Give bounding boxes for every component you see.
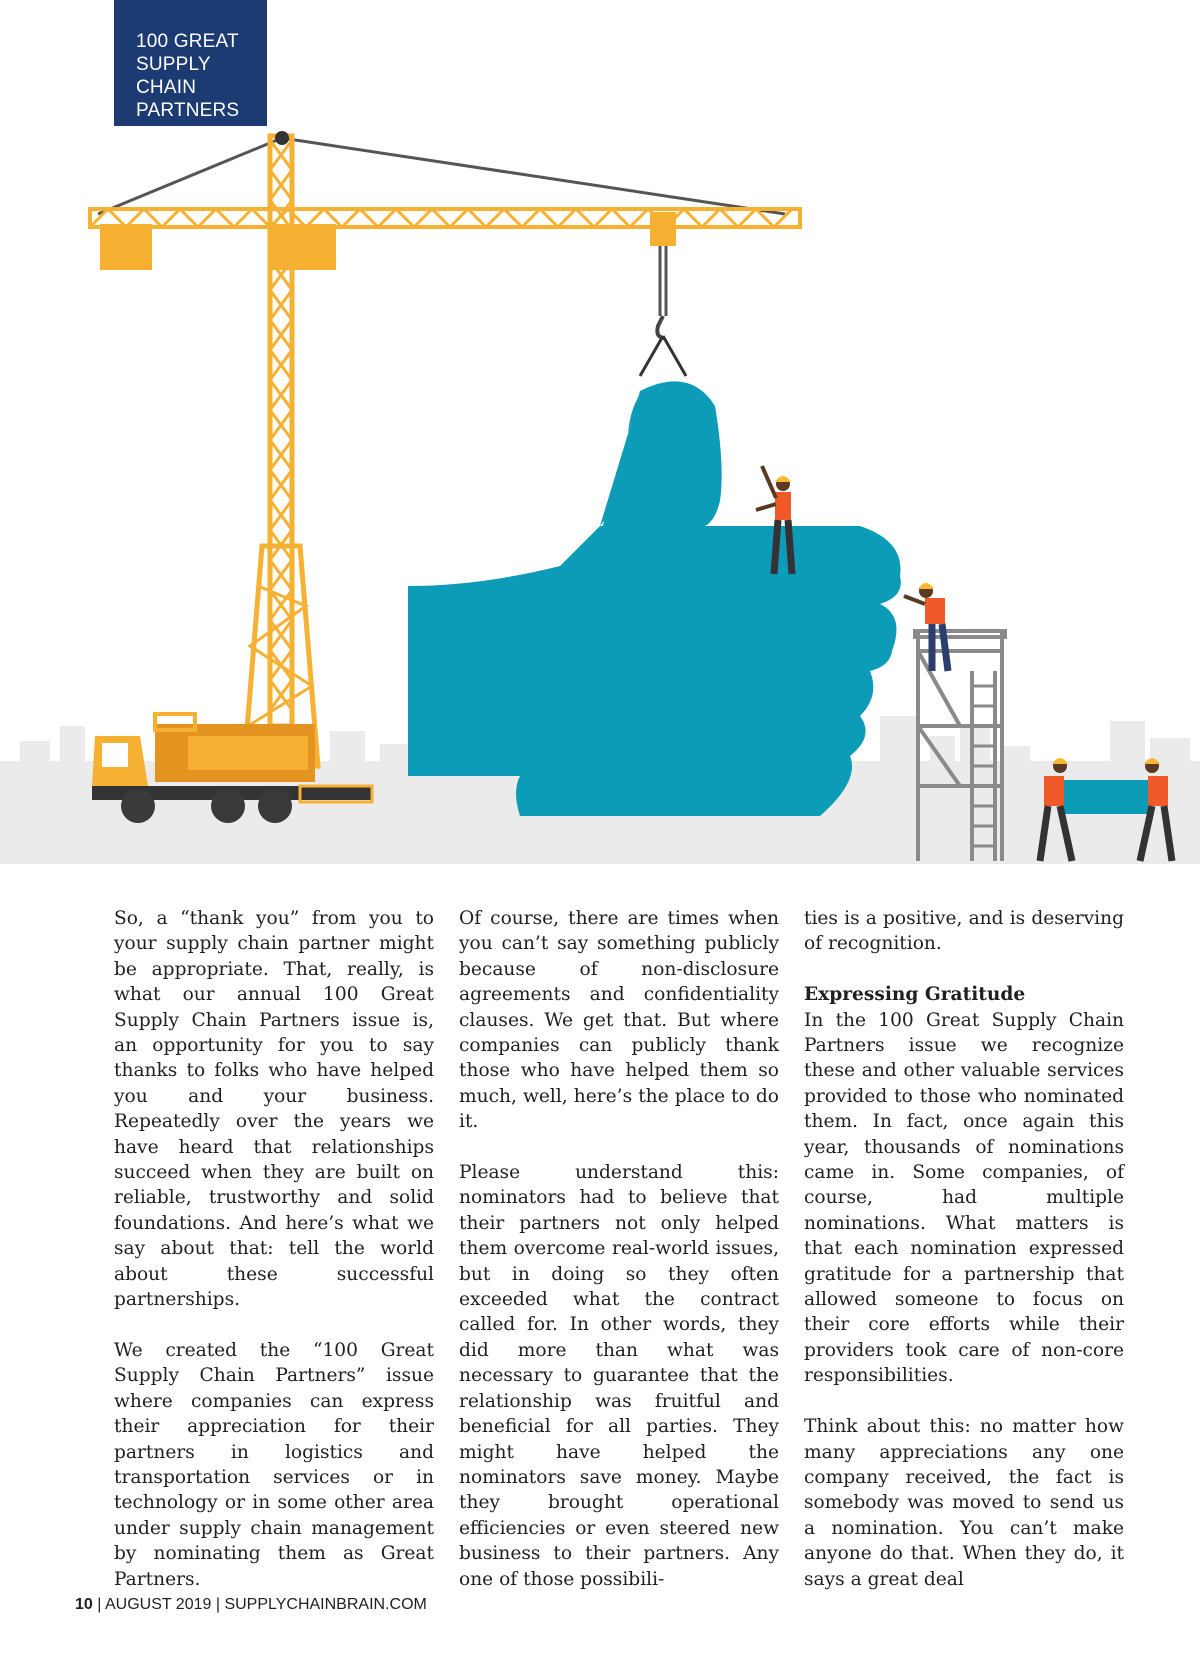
article-paragraph: ties is a positive, and is deserving of recognition. [804,908,1124,955]
article-paragraph: We created the “100 Great Supply Chain Partners” issue where companies can express their appreciation for their partners in logistics and transportation services or in technology or in some other area under supply chain management by nominating them as Great Partners. [114,1339,434,1590]
article-column-2 [459,906,779,1617]
footer-separator: | [211,1596,225,1613]
section-tab-line: 100 GREAT [136,31,239,52]
article-paragraph: Think about this: no matter how many appreciations any one company received, the fact is somebody was moved to send us a nomination. You can’t make anyone do that. When they do, it says a great deal [804,1416,1124,1590]
carried-panel-illustration [1060,780,1152,814]
hero-illustration [0,126,1200,864]
section-tab [114,0,267,126]
article-column-1 [114,906,434,1617]
article-paragraph: In the 100 Great Supply Chain Partners issue we recognize these and other valuable services provided to those who nominated them. In fact, once again this year, thousands of nominations came in. Some companies, of course, had multiple nominations. What matters is that each nomination expressed gratitude for a partnership that allowed someone to focus on their core efforts while their providers took care of non-core responsibilities. [804,1009,1124,1387]
page-number: 10 [75,1596,93,1613]
website-link[interactable]: SUPPLYCHAINBRAIN.COM [224,1596,427,1613]
issue-date: AUGUST 2019 [104,1596,212,1613]
construction-worker-illustration [904,583,948,671]
article-paragraph: Please understand this: nominators had to believe that their partners not only helped them overcome real-world issues, but in doing so they often exceeded what the contract called for. In other words, they did more than what was necessary to guarantee that the relationship was fruitful and beneficial for all parties. They might have helped the nominators save money. Maybe they brought operational efficiencies or even steered new business to their partners. Any one of those possibili- [459,1162,779,1590]
footer-separator: | [92,1596,105,1613]
article-paragraph: Of course, there are times when you can’t say something publicly because of non-disclosure agreements and confidentiality clauses. We get that. But where companies can publicly thank those who have helped them so much, well, here’s the place to do it. [459,908,779,1133]
section-tab-line: PARTNERS [136,100,240,121]
section-tab-line: SUPPLY CHAIN [136,54,211,98]
subheading: Expressing Gratitude [804,984,1026,1006]
page-footer [75,1596,427,1614]
thumbs-up-illustration [408,381,901,816]
article-paragraph: So, a “thank you” from you to your supply chain partner might be appropriate. That, really, is what our annual 100 Great Supply Chain Partners issue is, an opportunity for you to say thanks to folks who have helped you and your business. Repeatedly over the years we have heard that relationships succeed when they are built on reliable, trustworthy and solid foundations. And here’s what we say about that: tell the world about these successful partnerships. [114,908,434,1311]
article-column-3 [804,906,1124,1617]
